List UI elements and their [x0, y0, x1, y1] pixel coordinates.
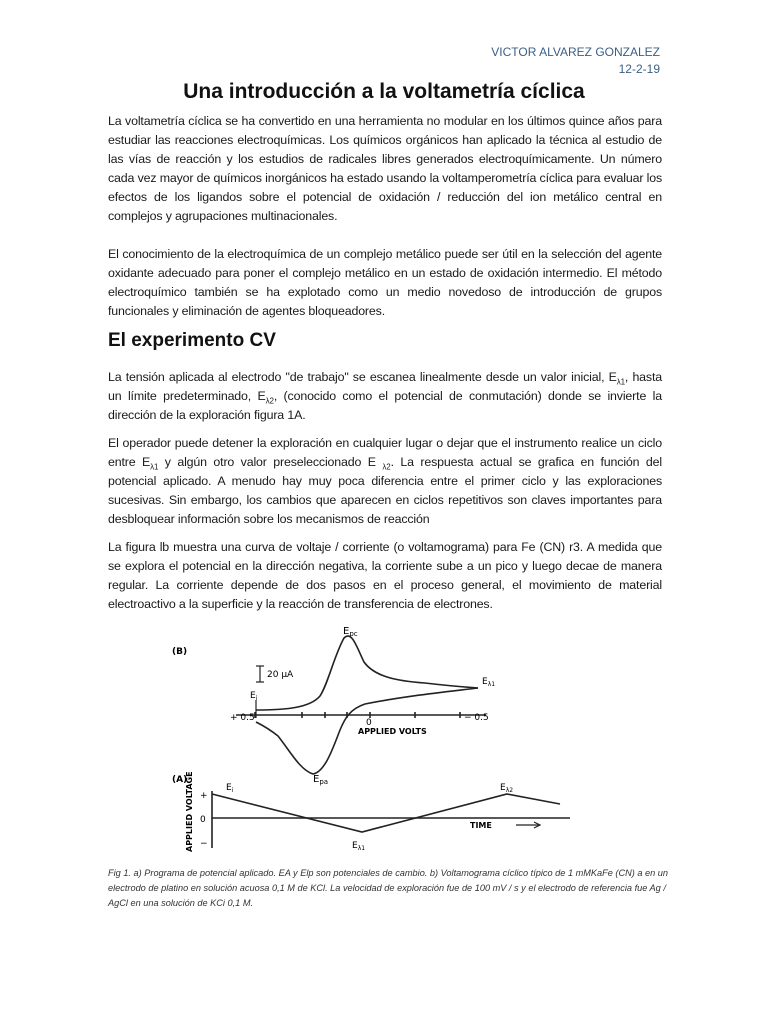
- section-paragraph-1: La tensión aplicada al electrodo "de trabajo" se escanea linealmente desde un valor inicial, $E_{\lambda 1}$, hasta un límite predeterminado, $E_{\lambda 2}$, (conocido como el potencial de conmutación) donde se invierte la dirección de la exploración figura 1A.: [108, 370, 663, 422]
- tick-label-zero: 0: [366, 718, 372, 728]
- section-paragraph-2: El operador puede detener la exploración en cualquier lugar o dejar que el instrumento realice un ciclo entre $E_{\lambda 1}$ y algún otro valor preseleccionado E $_{\lambda 2}$. La respuesta actual se grafica en función del potencial aplicado. A menudo hay muy poca diferencia entre el primer ciclo y las exploraciones sucesivas. Sin embargo, los cambios que aparecen en ciclos repetitivos son claves importantes para desbloquear información sobre los mecanismos de reacción: [108, 436, 663, 526]
- current-scale-label: 20 μA: [267, 670, 294, 680]
- peak-cathodic-label: $E_{pc}$: [343, 626, 358, 638]
- waveform-switch1-label: $E_{\lambda 1}$: [352, 841, 366, 852]
- panel-b-label: (B): [172, 647, 188, 657]
- section-heading: El experimento CV: [108, 330, 276, 351]
- applied-volts-label: APPLIED VOLTS: [358, 727, 427, 736]
- switch-potential-label: $E_{\lambda 1}$: [482, 677, 496, 688]
- time-axis-label: TIME: [470, 821, 492, 830]
- header-block: [491, 44, 660, 78]
- waveform-switch2-label: $E_{\lambda 2}$: [500, 783, 514, 794]
- figure-caption: Fig 1. a) Programa de potencial aplicado. EA y Elp son potenciales de cambio. b) Voltamograma cíclico típico de 1 mMKaFe (CN) a en un electrodo de platino en solución acuosa 0,1 M de KCl. La velocidad de exploración fue de 100 mV / s y el electrodo de referencia fue Ag / AgCl en una solución de KCi 0,1 M.: [108, 868, 669, 908]
- figure-1: [150, 626, 580, 858]
- intro-paragraph-2: El conocimiento de la electroquímica de un complejo metálico puede ser útil en la selección del agente oxidante adecuado para poner el complejo metálico en un estado de oxidación intermedio. El método electroquímico también se ha explotado como un medio novedoso de introducción de grupos funcionales y eliminación de agentes bloqueadores.: [108, 247, 662, 318]
- voltage-tick-minus: −: [200, 839, 208, 849]
- author-name: VICTOR ALVAREZ GONZALEZ: [491, 45, 660, 59]
- section-paragraph-3: La figura lb muestra una curva de voltaje / corriente (o voltamograma) para Fe (CN) r3. A medida que se explora el potencial en la dirección negativa, la corriente sube a un pico y luego decae de manera regular. La corriente depende de dos pasos en el proceso general, el movimiento de material electroactivo a la superficie y la reacción de transferencia de electrones.: [108, 540, 662, 611]
- document-date: 12-2-19: [618, 62, 660, 76]
- applied-voltage-label: APPLIED VOLTAGE: [185, 771, 194, 852]
- start-potential-label: $E_i$: [250, 691, 258, 702]
- tick-label-positive: + 0.5: [230, 713, 255, 723]
- intro-paragraph-1: La voltametría cíclica se ha convertido en una herramienta no modular en los últimos quince años para estudiar las reacciones electroquímicas. Los químicos orgánicos han aplicado la técnica al estudio de las vías de reacción y los estudios de radicales libres generados electroquímicamente. Un número cada vez mayor de químicos inorgánicos ha estado usando la voltamperometría cíclica para evaluar los efectos de los ligandos sobre el potencial de oxidación / reducción del ion metálico central en complejos y agrupaciones multinacionales.: [108, 114, 662, 223]
- waveform-start-label: $E_i$: [226, 783, 234, 794]
- panel-a-label: (A): [172, 775, 188, 785]
- peak-anodic-label: $E_{pa}$: [313, 774, 329, 786]
- applied-potential-waveform: [212, 794, 560, 832]
- cv-figure-svg: [150, 626, 580, 858]
- voltage-tick-plus: +: [200, 791, 208, 801]
- voltage-tick-zero: 0: [200, 815, 206, 825]
- tick-label-negative: − 0.5: [464, 713, 489, 723]
- page-title: Una introducción a la voltametría cíclica: [183, 80, 585, 103]
